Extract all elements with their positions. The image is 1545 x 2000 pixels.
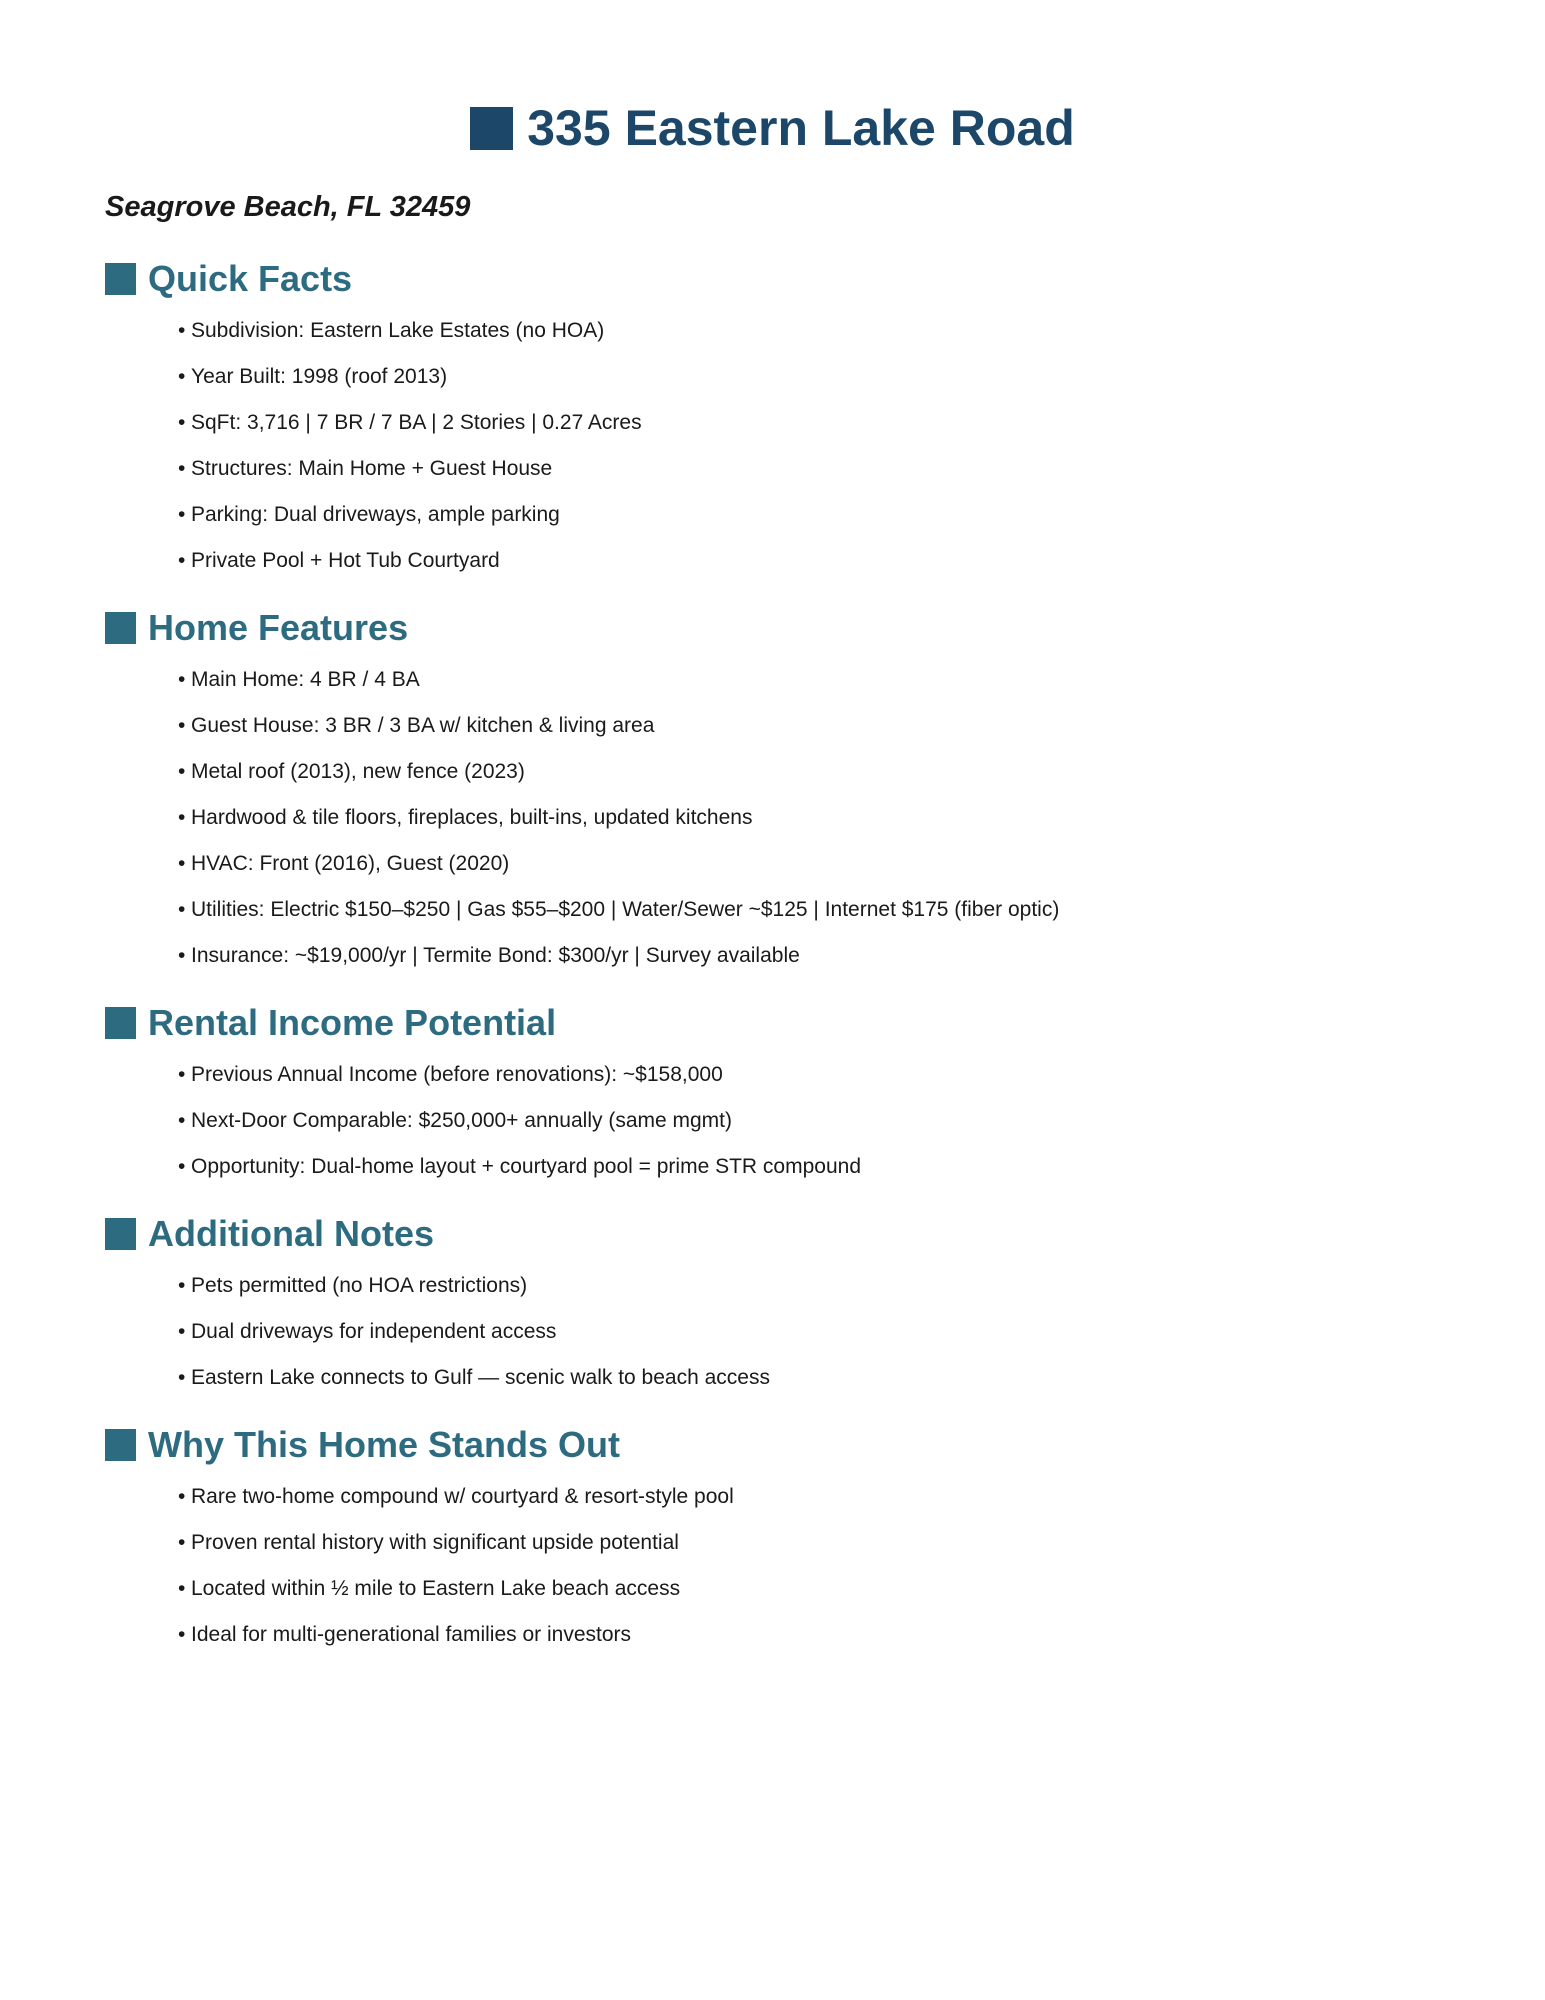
section-rental-income-potential [105, 1002, 1440, 1179]
list-item: • Main Home: 4 BR / 4 BA [178, 668, 1440, 692]
list-item: • Eastern Lake connects to Gulf — scenic walk to beach access [178, 1366, 1440, 1390]
list-item: • HVAC: Front (2016), Guest (2020) [178, 852, 1440, 876]
list-item: • Rare two-home compound w/ courtyard & resort-style pool [178, 1485, 1440, 1509]
list-item: • Private Pool + Hot Tub Courtyard [178, 549, 1440, 573]
section-heading [105, 1002, 1440, 1043]
section-heading-label: Why This Home Stands Out [148, 1424, 621, 1465]
list-item: • Utilities: Electric $150–$250 | Gas $55–$200 | Water/Sewer ~$125 | Internet $175 (fiber optic) [178, 898, 1440, 922]
list-item: • Next-Door Comparable: $250,000+ annually (same mgmt) [178, 1109, 1440, 1133]
section-heading-label: Rental Income Potential [148, 1002, 557, 1043]
bullet-list [105, 319, 1440, 573]
list-item: • Proven rental history with significant upside potential [178, 1531, 1440, 1555]
bullet-list [105, 1063, 1440, 1179]
section-square-icon [105, 1007, 136, 1039]
list-item: • Pets permitted (no HOA restrictions) [178, 1274, 1440, 1298]
section-additional-notes [105, 1213, 1440, 1390]
section-heading-label: Home Features [148, 607, 409, 648]
section-heading [105, 1213, 1440, 1254]
section-square-icon [105, 612, 136, 644]
document-title-row [105, 100, 1440, 157]
bullet-list [105, 1485, 1440, 1647]
section-quick-facts [105, 258, 1440, 573]
address-subtitle: Seagrove Beach, FL 32459 [105, 191, 471, 223]
bullet-list [105, 1274, 1440, 1390]
list-item: • Located within ½ mile to Eastern Lake beach access [178, 1577, 1440, 1601]
section-square-icon [105, 1218, 136, 1250]
list-item: • SqFt: 3,716 | 7 BR / 7 BA | 2 Stories | 0.27 Acres [178, 411, 1440, 435]
list-item: • Hardwood & tile floors, fireplaces, built-ins, updated kitchens [178, 806, 1440, 830]
bullet-list [105, 668, 1440, 968]
title-square-icon [470, 107, 513, 150]
section-square-icon [105, 263, 136, 295]
section-heading-label: Additional Notes [148, 1213, 434, 1254]
list-item: • Opportunity: Dual-home layout + courtyard pool = prime STR compound [178, 1155, 1440, 1179]
list-item: • Metal roof (2013), new fence (2023) [178, 760, 1440, 784]
section-why-this-home-stands-out [105, 1424, 1440, 1647]
list-item: • Subdivision: Eastern Lake Estates (no HOA) [178, 319, 1440, 343]
section-home-features [105, 607, 1440, 968]
list-item: • Dual driveways for independent access [178, 1320, 1440, 1344]
list-item: • Structures: Main Home + Guest House [178, 457, 1440, 481]
list-item: • Insurance: ~$19,000/yr | Termite Bond: $300/yr | Survey available [178, 944, 1440, 968]
section-square-icon [105, 1429, 136, 1461]
section-heading [105, 607, 1440, 648]
list-item: • Ideal for multi-generational families or investors [178, 1623, 1440, 1647]
page-title: 335 Eastern Lake Road [527, 100, 1075, 156]
section-heading-label: Quick Facts [148, 258, 353, 299]
list-item: • Parking: Dual driveways, ample parking [178, 503, 1440, 527]
list-item: • Guest House: 3 BR / 3 BA w/ kitchen & living area [178, 714, 1440, 738]
list-item: • Previous Annual Income (before renovations): ~$158,000 [178, 1063, 1440, 1087]
list-item: • Year Built: 1998 (roof 2013) [178, 365, 1440, 389]
section-heading [105, 258, 1440, 299]
section-heading [105, 1424, 1440, 1465]
